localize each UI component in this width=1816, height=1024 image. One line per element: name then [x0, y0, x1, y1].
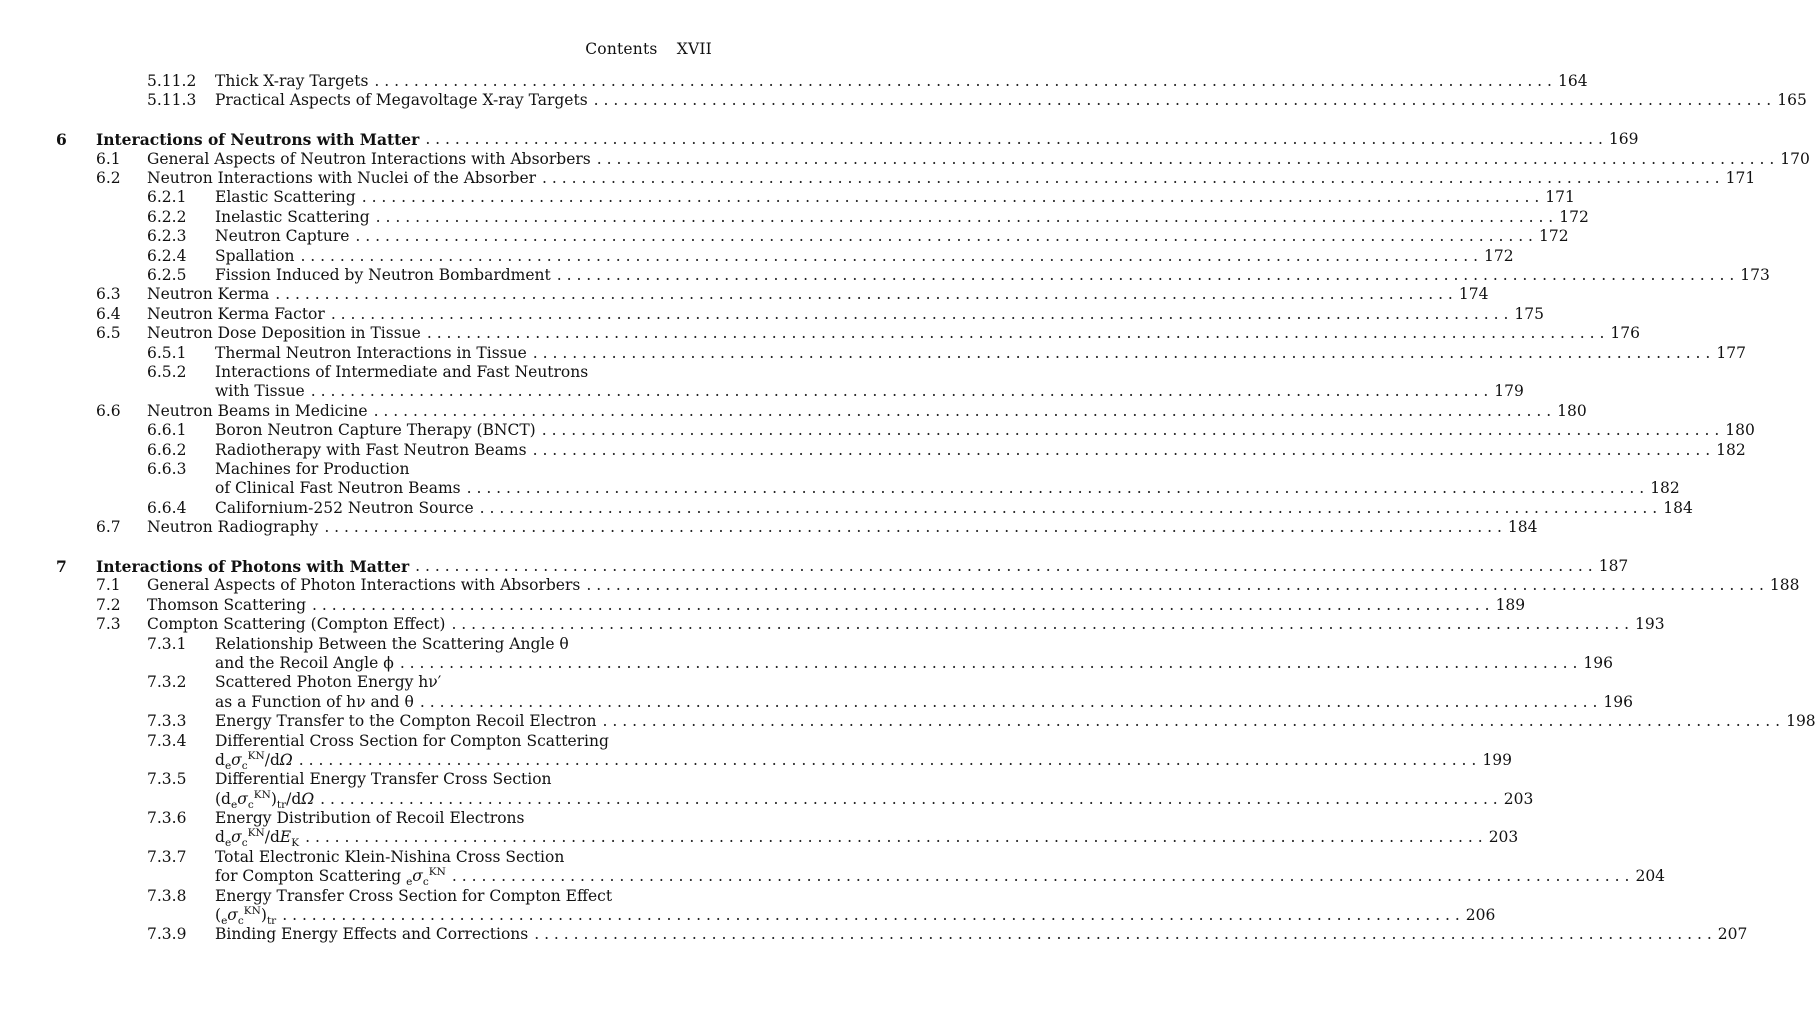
toc-entry-number: 6.3 — [96, 285, 121, 304]
toc-entry-continuation[interactable] — [56, 827, 1519, 850]
toc-entry-line — [147, 285, 1489, 304]
toc-entry-line — [215, 382, 1524, 401]
toc-entry-number: 7.3.2 — [147, 673, 187, 692]
toc-entry-number: 6.6.4 — [147, 498, 187, 517]
dot-leader: . . . . . . . . . . . . . . . . . . . . . . . . . . . . . . . . . . . . . . . . . . . . . . . . . . . . . . . . . . . . . . . . . . . . . . . . . . . . . . . . . . . . . . . . . . . . . . . . . . . . . . . . . . . . . . . . . . . . . . . . — [596, 149, 1775, 168]
toc-page-number: 172 — [1559, 207, 1589, 226]
toc-entry-line — [215, 866, 1666, 889]
toc-entry-title: Interactions of Photons with Matter — [96, 556, 410, 576]
toc-entry-number: 6.5 — [96, 324, 121, 343]
toc-entry-number: 6.6 — [96, 401, 121, 420]
dot-leader: . . . . . . . . . . . . . . . . . . . . . . . . . . . . . . . . . . . . . . . . . . . . . . . . . . . . . . . . . . . . . . . . . . . . . . . . . . . . . . . . . . . . . . . . . . . . . . . . . . . . . . . . . . . . . . . . . . . . . . . . — [310, 382, 1489, 401]
section-spacer — [56, 111, 713, 131]
dot-leader: . . . . . . . . . . . . . . . . . . . . . . . . . . . . . . . . . . . . . . . . . . . . . . . . . . . . . . . . . . . . . . . . . . . . . . . . . . . . . . . . . . . . . . . . . . . . . . . . . . . . . . . . . . . . . . . . . . . . . . . . — [419, 692, 1598, 711]
toc-entry[interactable] — [56, 615, 1665, 634]
toc-entry-title: Fission Induced by Neutron Bombardment — [215, 266, 551, 285]
toc-entry[interactable] — [56, 149, 1810, 169]
toc-entry-line — [215, 227, 1569, 246]
toc-entry[interactable] — [56, 401, 1587, 421]
toc-entry-title: Relationship Between the Scattering Angle θ — [215, 634, 569, 653]
toc-entry-title: $(_e\sigma_c^{KN})_{tr}$ — [215, 904, 277, 928]
toc-entry[interactable] — [56, 285, 1489, 304]
toc-entry-title: Neutron Radiography — [147, 518, 319, 537]
toc-entry-line — [215, 788, 1534, 811]
toc-entry-number: 7.3.4 — [147, 731, 187, 750]
toc-entry[interactable] — [56, 246, 1514, 266]
toc-entry-title: Radiotherapy with Fast Neutron Beams — [215, 440, 527, 459]
toc-entry-title: Neutron Dose Deposition in Tissue — [147, 324, 421, 343]
toc-page-number: 184 — [1663, 498, 1693, 517]
toc-entry-title: Scattered Photon Energy hν′ — [215, 673, 442, 692]
toc-entry-number: 7.3.1 — [147, 634, 187, 653]
toc-entry-number: 7.3.8 — [147, 886, 187, 905]
dot-leader: . . . . . . . . . . . . . . . . . . . . . . . . . . . . . . . . . . . . . . . . . . . . . . . . . . . . . . . . . . . . . . . . . . . . . . . . . . . . . . . . . . . . . . . . . . . . . . . . . . . . . . . . . . . . . . . . . . . . . . . . — [425, 130, 1603, 149]
toc-entry[interactable] — [56, 421, 1755, 440]
toc-entry-number: 7.3 — [96, 615, 121, 634]
toc-entry-line — [147, 615, 1665, 634]
toc-entry-line — [215, 653, 1613, 673]
toc-entry-line — [215, 343, 1746, 363]
toc-entry-number: 6.7 — [96, 518, 121, 537]
toc-entry-line — [215, 266, 1770, 285]
toc-page-number: 206 — [1465, 906, 1496, 925]
toc-entry-continuation[interactable] — [56, 904, 1496, 928]
toc-entry-line — [215, 91, 1807, 110]
toc-entry-line — [215, 848, 713, 867]
toc-entry-title: Machines for Production — [215, 459, 410, 478]
toc-page-number: 187 — [1598, 556, 1629, 575]
toc-entry-line — [215, 479, 1680, 498]
toc-page-number: 172 — [1484, 246, 1514, 265]
toc-entry-continuation[interactable] — [56, 749, 1512, 772]
toc-entry-title: Energy Transfer Cross Section for Compton Effect — [215, 886, 613, 905]
toc-entry-line — [215, 188, 1575, 207]
toc-entry-title: Energy Distribution of Recoil Electrons — [215, 809, 525, 828]
toc-entry-line — [215, 732, 713, 751]
toc-entry[interactable] — [56, 732, 713, 751]
toc-page-number: 188 — [1769, 576, 1800, 595]
dot-leader: . . . . . . . . . . . . . . . . . . . . . . . . . . . . . . . . . . . . . . . . . . . . . . . . . . . . . . . . . . . . . . . . . . . . . . . . . . . . . . . . . . . . . . . . . . . . . . . . . . . . . . . . . . . . . . . . . . . . . . . . — [373, 401, 1552, 420]
toc-entry[interactable] — [56, 770, 713, 789]
toc-entry-title: Compton Scattering (Compton Effect) — [147, 615, 446, 634]
toc-entry-line — [215, 712, 1816, 731]
toc-entry[interactable] — [56, 169, 1756, 188]
dot-leader: . . . . . . . . . . . . . . . . . . . . . . . . . . . . . . . . . . . . . . . . . . . . . . . . . . . . . . . . . . . . . . . . . . . . . . . . . . . . . . . . . . . . . . . . . . . . . . . . . . . . . . . . . . . . . . . . . . . . . . . . — [532, 440, 1711, 459]
dot-leader: . . . . . . . . . . . . . . . . . . . . . . . . . . . . . . . . . . . . . . . . . . . . . . . . . . . . . . . . . . . . . . . . . . . . . . . . . . . . . . . . . . . . . . . . . . . . . . . . . . . . . . . . . . . . . . . . . . . . . . . . — [312, 595, 1490, 614]
toc-entry-line — [147, 304, 1544, 324]
toc-page-number: 198 — [1786, 712, 1816, 731]
page-number-roman: XVII — [676, 40, 712, 58]
dot-leader: . . . . . . . . . . . . . . . . . . . . . . . . . . . . . . . . . . . . . . . . . . . . . . . . . . . . . . . . . . . . . . . . . . . . . . . . . . . . . . . . . . . . . . . . . . . . . . . . . . . . . . . . . . . . . . . . . . . . . . . . — [300, 246, 1478, 265]
toc-entry-number: 6.4 — [96, 304, 121, 323]
toc-entry[interactable] — [56, 363, 713, 382]
toc-entry-line — [215, 770, 713, 789]
dot-leader: . . . . . . . . . . . . . . . . . . . . . . . . . . . . . . . . . . . . . . . . . . . . . . . . . . . . . . . . . . . . . . . . . . . . . . . . . . . . . . . . . . . . . . . . . . . . . . . . . . . . . . . . . . . . . . . . . . . . . . . . — [415, 556, 1593, 575]
toc-entry[interactable] — [56, 925, 1748, 944]
dot-leader: . . . . . . . . . . . . . . . . . . . . . . . . . . . . . . . . . . . . . . . . . . . . . . . . . . . . . . . . . . . . . . . . . . . . . . . . . . . . . . . . . . . . . . . . . . . . . . . . . . . . . . . . . . . . . . . . . . . . . . . . — [593, 91, 1772, 110]
toc-page-number: 180 — [1725, 421, 1755, 440]
toc-entry-line — [215, 635, 713, 654]
toc-page-number: 196 — [1603, 692, 1634, 711]
toc-entry-line — [215, 363, 713, 382]
toc-entry-title: $d_e\sigma_c^{KN}/dE_K$ — [215, 827, 300, 850]
toc-chapter-entry[interactable] — [56, 556, 1629, 576]
dot-leader: . . . . . . . . . . . . . . . . . . . . . . . . . . . . . . . . . . . . . . . . . . . . . . . . . . . . . . . . . . . . . . . . . . . . . . . . . . . . . . . . . . . . . . . . . . . . . . . . . . . . . . . . . . . . . . . . . . . . . . . . — [426, 324, 1605, 343]
dot-leader: . . . . . . . . . . . . . . . . . . . . . . . . . . . . . . . . . . . . . . . . . . . . . . . . . . . . . . . . . . . . . . . . . . . . . . . . . . . . . . . . . . . . . . . . . . . . . . . . . . . . . . . . . . . . . . . . . . . . . . . . — [361, 188, 1540, 207]
toc-entry-line — [147, 169, 1756, 188]
toc-entry-title: Neutron Kerma Factor — [147, 304, 325, 323]
toc-entry-line — [215, 904, 1496, 928]
toc-entry-number: 6.6.2 — [147, 440, 187, 459]
toc-page-number: 199 — [1482, 750, 1512, 769]
toc-entry-number: 7.1 — [96, 576, 121, 595]
toc-entry[interactable] — [56, 72, 1588, 91]
running-head — [571, 40, 712, 58]
toc-entry-line — [215, 673, 713, 692]
toc-entry-line — [96, 130, 1639, 150]
toc-entry-title: Energy Transfer to the Compton Recoil Electron — [215, 712, 597, 731]
toc-entry[interactable] — [56, 188, 1575, 207]
toc-page-number: 172 — [1538, 227, 1569, 246]
toc-entry-title: Thomson Scattering — [147, 595, 306, 614]
toc-entry-line — [147, 518, 1538, 537]
toc-page-number: 203 — [1488, 828, 1519, 847]
toc-entry-line — [215, 421, 1755, 440]
toc-entry-number: 5.11.2 — [147, 72, 197, 90]
toc-entry[interactable] — [56, 266, 1770, 285]
toc-entry-title: and the Recoil Angle ϕ — [215, 653, 394, 672]
toc-entry-title: Neutron Capture — [215, 227, 350, 246]
toc-entry-line — [147, 576, 1800, 595]
toc-entry-continuation[interactable] — [56, 382, 1524, 401]
toc-entry[interactable] — [56, 440, 1746, 460]
toc-entry-number: 6.2.5 — [147, 266, 187, 285]
toc-entry-continuation[interactable] — [56, 788, 1534, 811]
toc-entry-title: of Clinical Fast Neutron Beams — [215, 479, 461, 498]
toc-page-number: 171 — [1725, 169, 1756, 188]
toc-entry[interactable] — [56, 324, 1640, 343]
toc-page-number: 193 — [1635, 615, 1665, 634]
toc-entry[interactable] — [56, 207, 1589, 227]
toc-page-number: 182 — [1650, 479, 1680, 498]
toc-entry-number: 6.6.3 — [147, 459, 187, 478]
dot-leader: . . . . . . . . . . . . . . . . . . . . . . . . . . . . . . . . . . . . . . . . . . . . . . . . . . . . . . . . . . . . . . . . . . . . . . . . . . . . . . . . . . . . . . . . . . . . . . . . . . . . . . . . . . . . . . . . . . . . . . . . — [451, 615, 1629, 634]
table-of-contents — [56, 72, 1816, 945]
dot-leader: . . . . . . . . . . . . . . . . . . . . . . . . . . . . . . . . . . . . . . . . . . . . . . . . . . . . . . . . . . . . . . . . . . . . . . . . . . . . . . . . . . . . . . . . . . . . . . . . . . . . . . . . . . . . . . . . . . . . . . . . — [586, 576, 1764, 595]
toc-entry-line — [147, 595, 1526, 615]
toc-entry-line — [215, 207, 1589, 227]
toc-page-number: 170 — [1780, 149, 1810, 168]
toc-entry-title: Total Electronic Klein-Nishina Cross Section — [215, 847, 565, 866]
toc-entry[interactable] — [56, 460, 713, 479]
toc-page-number: 164 — [1557, 72, 1588, 90]
toc-entry[interactable] — [56, 576, 1800, 595]
toc-entry-number: 6.2.3 — [147, 227, 187, 246]
toc-page-number: 204 — [1635, 867, 1666, 886]
toc-entry-title: Boron Neutron Capture Therapy (BNCT) — [215, 421, 536, 440]
toc-page-number: 169 — [1608, 130, 1639, 149]
toc-page-number: 180 — [1557, 401, 1587, 420]
dot-leader: . . . . . . . . . . . . . . . . . . . . . . . . . . . . . . . . . . . . . . . . . . . . . . . . . . . . . . . . . . . . . . . . . . . . . . . . . . . . . . . . . . . . . . . . . . . . . . . . . . . . . . . . . . . . . . . . . . . . . . . . — [466, 479, 1645, 498]
toc-entry-line — [215, 809, 713, 828]
toc-entry-title: Practical Aspects of Megavoltage X-ray Targets — [215, 91, 588, 110]
toc-entry-title: Elastic Scattering — [215, 188, 356, 207]
toc-entry-line — [215, 887, 713, 906]
toc-entry-title: Thick X-ray Targets — [215, 72, 369, 90]
toc-entry-number: 7.3.9 — [147, 925, 187, 944]
toc-page-number: 179 — [1494, 382, 1524, 401]
dot-leader: . . . . . . . . . . . . . . . . . . . . . . . . . . . . . . . . . . . . . . . . . . . . . . . . . . . . . . . . . . . . . . . . . . . . . . . . . . . . . . . . . . . . . . . . . . . . . . . . . . . . . . . . . . . . . . . . . . . . . . . . — [330, 304, 1509, 323]
dot-leader: . . . . . . . . . . . . . . . . . . . . . . . . . . . . . . . . . . . . . . . . . . . . . . . . . . . . . . . . . . . . . . . . . . . . . . . . . . . . . . . . . . . . . . . . . . . . . . . . . . . . . . . . . . . . . . . . . . . . . . . . — [320, 789, 1498, 808]
toc-entry-continuation[interactable] — [56, 653, 1613, 673]
dot-leader: . . . . . . . . . . . . . . . . . . . . . . . . . . . . . . . . . . . . . . . . . . . . . . . . . . . . . . . . . . . . . . . . . . . . . . . . . . . . . . . . . . . . . . . . . . . . . . . . . . . . . . . . . . . . . . . . . . . . . . . . — [602, 712, 1781, 731]
toc-entry-line — [147, 324, 1640, 343]
toc-entry-line — [215, 440, 1746, 460]
toc-page-number: 165 — [1777, 91, 1807, 110]
toc-entry[interactable] — [56, 809, 713, 828]
dot-leader: . . . . . . . . . . . . . . . . . . . . . . . . . . . . . . . . . . . . . . . . . . . . . . . . . . . . . . . . . . . . . . . . . . . . . . . . . . . . . . . . . . . . . . . . . . . . . . . . . . . . . . . . . . . . . . . . . . . . . . . . — [275, 285, 1453, 304]
toc-entry-title: Interactions of Intermediate and Fast Neutrons — [215, 362, 589, 381]
toc-entry-continuation[interactable] — [56, 866, 1666, 889]
toc-entry-title: Inelastic Scattering — [215, 207, 370, 226]
toc-entry-title: Interactions of Neutrons with Matter — [96, 130, 420, 150]
toc-entry-title: Spallation — [215, 246, 295, 265]
toc-entry-line — [147, 401, 1587, 421]
toc-entry[interactable] — [56, 343, 1746, 363]
toc-entry-line — [215, 827, 1519, 850]
toc-entry-number: 7.3.6 — [147, 809, 187, 828]
toc-entry-line — [215, 460, 713, 479]
dot-leader: . . . . . . . . . . . . . . . . . . . . . . . . . . . . . . . . . . . . . . . . . . . . . . . . . . . . . . . . . . . . . . . . . . . . . . . . . . . . . . . . . . . . . . . . . . . . . . . . . . . . . . . . . . . . . . . . . . . . . . . . — [374, 72, 1552, 90]
toc-entry[interactable] — [56, 887, 713, 906]
toc-page-number: 207 — [1717, 925, 1748, 944]
toc-page-number: 184 — [1507, 518, 1538, 537]
toc-entry-title: Differential Energy Transfer Cross Section — [215, 770, 552, 789]
toc-entry-line — [215, 749, 1512, 772]
toc-page-number: 177 — [1716, 343, 1746, 362]
toc-entry-number: 6.2.4 — [147, 246, 187, 265]
toc-entry-number: 7 — [56, 556, 67, 576]
toc-entry[interactable] — [56, 227, 1569, 246]
toc-page-number: 176 — [1610, 324, 1640, 343]
toc-chapter-entry[interactable] — [56, 130, 1639, 150]
toc-entry-continuation[interactable] — [56, 692, 1634, 712]
dot-leader: . . . . . . . . . . . . . . . . . . . . . . . . . . . . . . . . . . . . . . . . . . . . . . . . . . . . . . . . . . . . . . . . . . . . . . . . . . . . . . . . . . . . . . . . . . . . . . . . . . . . . . . . . . . . . . . . . . . . . . . . — [355, 227, 1533, 246]
toc-entry-title: Thermal Neutron Interactions in Tissue — [215, 343, 527, 362]
toc-entry-title: as a Function of hν and θ — [215, 692, 414, 711]
dot-leader: . . . . . . . . . . . . . . . . . . . . . . . . . . . . . . . . . . . . . . . . . . . . . . . . . . . . . . . . . . . . . . . . . . . . . . . . . . . . . . . . . . . . . . . . . . . . . . . . . . . . . . . . . . . . . . . . . . . . . . . . — [298, 750, 1477, 769]
dot-leader: . . . . . . . . . . . . . . . . . . . . . . . . . . . . . . . . . . . . . . . . . . . . . . . . . . . . . . . . . . . . . . . . . . . . . . . . . . . . . . . . . . . . . . . . . . . . . . . . . . . . . . . . . . . . . . . . . . . . . . . . — [282, 906, 1460, 925]
toc-entry-line — [147, 149, 1810, 169]
dot-leader: . . . . . . . . . . . . . . . . . . . . . . . . . . . . . . . . . . . . . . . . . . . . . . . . . . . . . . . . . . . . . . . . . . . . . . . . . . . . . . . . . . . . . . . . . . . . . . . . . . . . . . . . . . . . . . . . . . . . . . . . — [375, 207, 1554, 226]
dot-leader: . . . . . . . . . . . . . . . . . . . . . . . . . . . . . . . . . . . . . . . . . . . . . . . . . . . . . . . . . . . . . . . . . . . . . . . . . . . . . . . . . . . . . . . . . . . . . . . . . . . . . . . . . . . . . . . . . . . . . . . . — [542, 169, 1720, 188]
dot-leader: . . . . . . . . . . . . . . . . . . . . . . . . . . . . . . . . . . . . . . . . . . . . . . . . . . . . . . . . . . . . . . . . . . . . . . . . . . . . . . . . . . . . . . . . . . . . . . . . . . . . . . . . . . . . . . . . . . . . . . . . — [532, 343, 1711, 362]
section-spacer — [56, 537, 713, 557]
toc-entry-line — [215, 246, 1514, 266]
toc-entry[interactable] — [56, 498, 1693, 518]
dot-leader: . . . . . . . . . . . . . . . . . . . . . . . . . . . . . . . . . . . . . . . . . . . . . . . . . . . . . . . . . . . . . . . . . . . . . . . . . . . . . . . . . . . . . . . . . . . . . . . . . . . . . . . . . . . . . . . . . . . . . . . . — [399, 653, 1578, 672]
toc-entry-title: with Tissue — [215, 382, 305, 401]
toc-entry[interactable] — [56, 635, 713, 654]
toc-entry[interactable] — [56, 595, 1526, 615]
toc-entry-title: General Aspects of Neutron Interactions with Absorbers — [147, 149, 591, 168]
toc-page-number: 171 — [1545, 188, 1575, 207]
toc-entry-title: General Aspects of Photon Interactions with Absorbers — [147, 576, 581, 595]
toc-entry-line — [215, 72, 1588, 91]
toc-entry-number: 6.6.1 — [147, 421, 187, 440]
toc-page-number: 174 — [1458, 285, 1489, 304]
toc-entry-number: 7.2 — [96, 595, 121, 614]
toc-entry-continuation[interactable] — [56, 479, 1680, 498]
toc-entry[interactable] — [56, 673, 713, 692]
dot-leader: . . . . . . . . . . . . . . . . . . . . . . . . . . . . . . . . . . . . . . . . . . . . . . . . . . . . . . . . . . . . . . . . . . . . . . . . . . . . . . . . . . . . . . . . . . . . . . . . . . . . . . . . . . . . . . . . . . . . . . . . — [556, 266, 1735, 285]
toc-page-number: 203 — [1503, 789, 1534, 808]
toc-entry-line — [215, 692, 1634, 712]
dot-leader: . . . . . . . . . . . . . . . . . . . . . . . . . . . . . . . . . . . . . . . . . . . . . . . . . . . . . . . . . . . . . . . . . . . . . . . . . . . . . . . . . . . . . . . . . . . . . . . . . . . . . . . . . . . . . . . . . . . . . . . . — [451, 867, 1630, 886]
toc-entry-number: 6.1 — [96, 149, 121, 168]
toc-entry-title: Neutron Interactions with Nuclei of the Absorber — [147, 169, 537, 188]
toc-entry[interactable] — [56, 518, 1538, 537]
toc-entry-number: 5.11.3 — [147, 91, 197, 110]
toc-page-number: 173 — [1740, 266, 1770, 285]
toc-entry-line — [215, 925, 1748, 944]
toc-page-number: 175 — [1514, 304, 1544, 323]
toc-entry-number: 7.3.5 — [147, 770, 187, 789]
toc-entry-line — [96, 556, 1629, 576]
toc-entry-number: 6.2 — [96, 169, 121, 188]
toc-entry-number: 7.3.7 — [147, 847, 187, 866]
toc-entry-number: 7.3.3 — [147, 712, 187, 731]
running-head-title: Contents — [585, 40, 658, 58]
toc-entry-title: Neutron Kerma — [147, 285, 270, 304]
toc-entry-number: 6.2.1 — [147, 188, 187, 207]
toc-entry-title: Neutron Beams in Medicine — [147, 401, 368, 420]
toc-entry-line — [215, 498, 1693, 518]
toc-entry-title: Differential Cross Section for Compton Scattering — [215, 731, 609, 750]
toc-entry-title: $(d_e\sigma_c^{KN})_{tr}/d\Omega$ — [215, 788, 315, 811]
toc-entry[interactable] — [56, 712, 1816, 731]
toc-entry-title: for Compton Scattering $_e\sigma_c^{KN}$ — [215, 866, 446, 889]
toc-entry-number: 6.5.2 — [147, 362, 187, 381]
toc-page-number: 189 — [1495, 595, 1526, 614]
toc-entry-title: Binding Energy Effects and Corrections — [215, 925, 529, 944]
toc-entry-number: 6.5.1 — [147, 343, 187, 362]
toc-entry-number: 6.2.2 — [147, 207, 187, 226]
dot-leader: . . . . . . . . . . . . . . . . . . . . . . . . . . . . . . . . . . . . . . . . . . . . . . . . . . . . . . . . . . . . . . . . . . . . . . . . . . . . . . . . . . . . . . . . . . . . . . . . . . . . . . . . . . . . . . . . . . . . . . . . — [479, 498, 1658, 517]
dot-leader: . . . . . . . . . . . . . . . . . . . . . . . . . . . . . . . . . . . . . . . . . . . . . . . . . . . . . . . . . . . . . . . . . . . . . . . . . . . . . . . . . . . . . . . . . . . . . . . . . . . . . . . . . . . . . . . . . . . . . . . . — [324, 518, 1502, 537]
toc-entry[interactable] — [56, 304, 1544, 324]
toc-entry-number: 6 — [56, 130, 67, 150]
dot-leader: . . . . . . . . . . . . . . . . . . . . . . . . . . . . . . . . . . . . . . . . . . . . . . . . . . . . . . . . . . . . . . . . . . . . . . . . . . . . . . . . . . . . . . . . . . . . . . . . . . . . . . . . . . . . . . . . . . . . . . . . — [541, 421, 1720, 440]
dot-leader: . . . . . . . . . . . . . . . . . . . . . . . . . . . . . . . . . . . . . . . . . . . . . . . . . . . . . . . . . . . . . . . . . . . . . . . . . . . . . . . . . . . . . . . . . . . . . . . . . . . . . . . . . . . . . . . . . . . . . . . . — [305, 828, 1483, 847]
dot-leader: . . . . . . . . . . . . . . . . . . . . . . . . . . . . . . . . . . . . . . . . . . . . . . . . . . . . . . . . . . . . . . . . . . . . . . . . . . . . . . . . . . . . . . . . . . . . . . . . . . . . . . . . . . . . . . . . . . . . . . . . — [534, 925, 1712, 944]
toc-page-number: 182 — [1716, 440, 1746, 459]
toc-entry[interactable] — [56, 91, 1807, 110]
toc-page-number: 196 — [1583, 653, 1613, 672]
toc-entry[interactable] — [56, 848, 713, 867]
toc-entry-title: Californium-252 Neutron Source — [215, 498, 474, 517]
toc-entry-title: $d_e\sigma_c^{KN}/d\Omega$ — [215, 749, 293, 772]
